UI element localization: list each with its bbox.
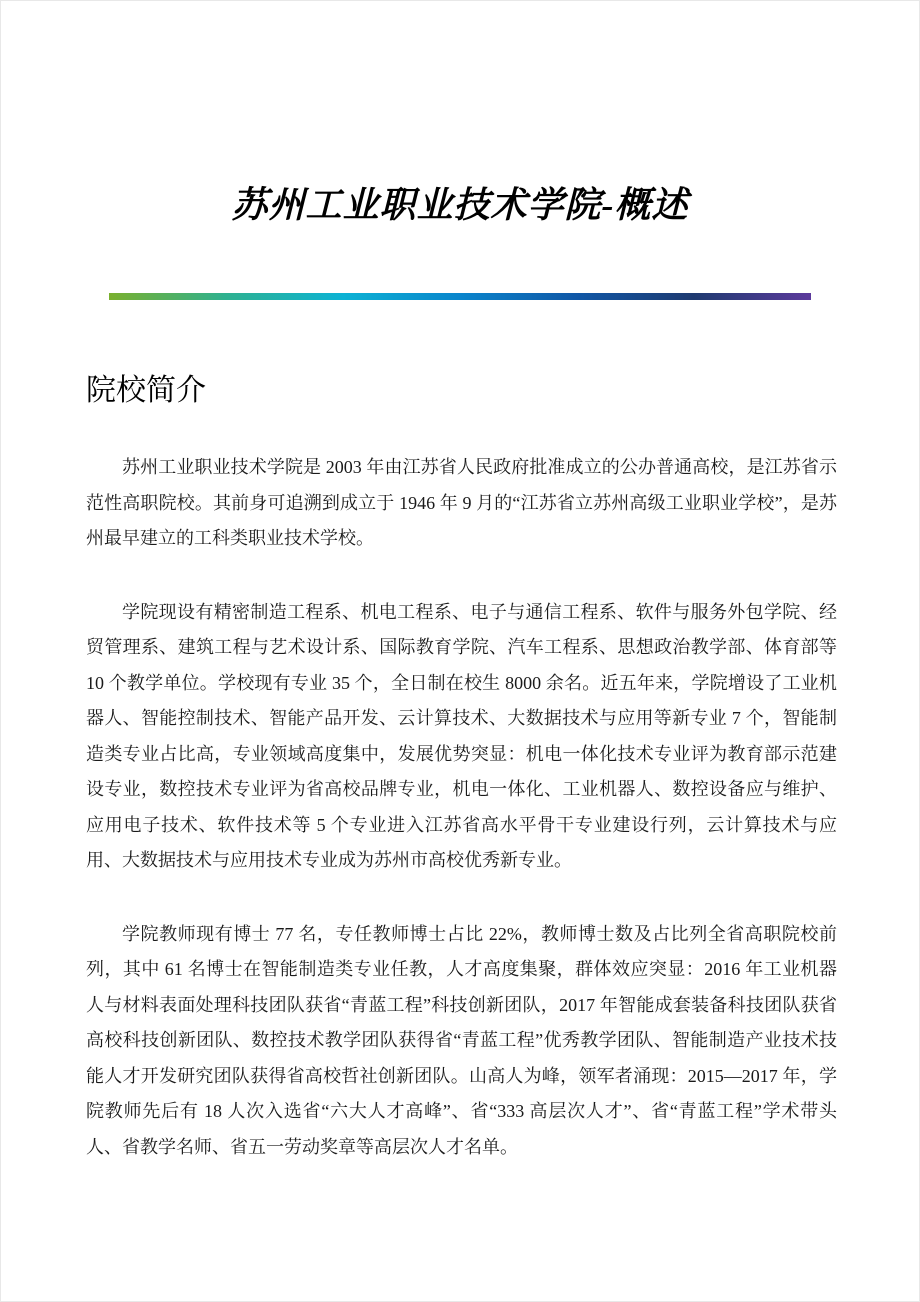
- document-title: 苏州工业职业技术学院-概述: [231, 185, 689, 225]
- gradient-divider: [109, 293, 811, 300]
- section-heading: 院校简介: [86, 374, 206, 407]
- departments-paragraph: 学院现设有精密制造工程系、机电工程系、电子与通信工程系、软件与服务外包学院、经贸管理系、建筑工程与艺术设计系、国际教育学院、汽车工程系、思想政治教学部、体育部等 10 个教学单位。学校现有专业 35 个，全日制在校生 8000 余名。近五年来，学院增设了工业机器人、智能控制技术、智能产品开发、云计算技术、大数据技术与应用等新专业 7 个，智能制造类专业占比高，专业领域高度集中，发展优势突显：机电一体化技术专业评为教育部示范建设专业，数控技术专业评为省高校品牌专业，机电一体化、工业机器人、数控设备应与维护、应用电子技术、软件技术等 5 个专业进入江苏省高水平骨干专业建设行列，云计算技术与应用、大数据技术与应用技术专业成为苏州市高校优秀新专业。: [86, 601, 837, 870]
- intro-paragraph: 苏州工业职业技术学院是 2003 年由江苏省人民政府批准成立的公办普通高校，是江苏省示范性高职院校。其前身可追溯到成立于 1946 年 9 月的“江苏省立苏州高级工业职业学校”，是苏州最早建立的工科类职业技术学校。: [86, 457, 837, 548]
- document-body: [86, 450, 837, 1165]
- faculty-paragraph: 学院教师现有博士 77 名，专任教师博士占比 22%，教师博士数及占比列全省高职院校前列，其中 61 名博士在智能制造类专业任教，人才高度集聚，群体效应突显：2016 年工业机器人与材料表面处理科技团队获省“青蓝工程”科技创新团队，2017 年智能成套装备科技团队获省高校科技创新团队、数控技术教学团队获得省“青蓝工程”优秀教学团队、智能制造产业技术技能人才开发研究团队获得省高校哲社创新团队。山高人为峰，领军者涌现：2015—2017 年，学院教师先后有 18 人次入选省“六大人才高峰”、省“333 高层次人才”、省“青蓝工程”学术带头人、省教学名师、省五一劳动奖章等高层次人才名单。: [86, 923, 837, 1157]
